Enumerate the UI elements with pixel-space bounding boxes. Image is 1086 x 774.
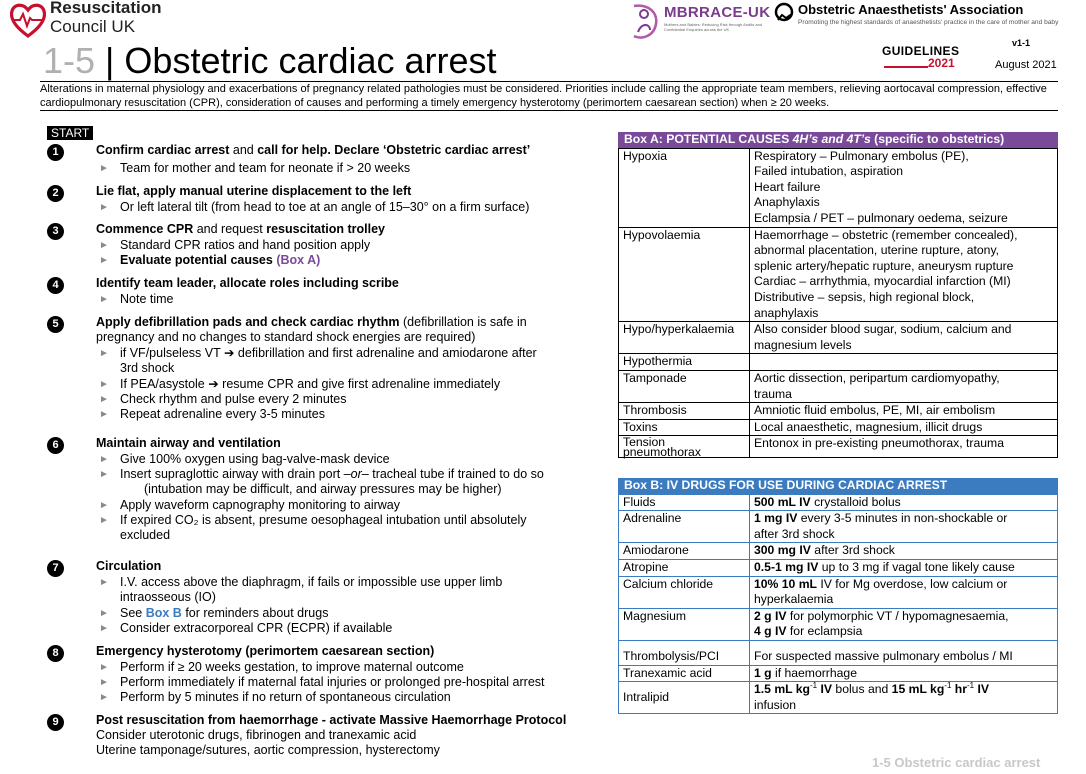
step-bullet: ► Note time: [99, 292, 174, 306]
mbrrace-name: MBRRACE-UK: [664, 4, 771, 21]
mbrrace-tagline: Mothers and Babies: Reducing Risk through Audits and Confidential Enquiries across the UK: [664, 22, 763, 32]
cause-name: Tamponade: [619, 370, 750, 402]
bullet-arrow-icon: ►: [99, 255, 109, 266]
box-a-header: Box A: POTENTIAL CAUSES 4H’s and 4T’s (specific to obstetrics): [618, 132, 1058, 148]
drug-dose: 1 mg IV every 3-5 minutes in non-shockable or after 3rd shock: [750, 511, 1058, 543]
bullet-arrow-icon: ►: [99, 409, 109, 420]
org-name-line1: Resuscitation: [50, 0, 162, 17]
footer-label: 1-5 Obstetric cardiac arrest: [872, 755, 1041, 770]
step-bullet: ► If PEA/asystole ➔ resume CPR and give first adrenaline immediately: [99, 377, 501, 391]
bullet-arrow-icon: ►: [99, 608, 109, 619]
drug-dose: 1.5 mL $kg^{-1}$ IV bolus and 15 mL $kg^{-1}$ $hr^{-1}$ IV infusion: [750, 682, 1058, 714]
step-number: 6: [47, 437, 64, 454]
step-bullet: ► if VF/pulseless VT ➔ defibrillation and first adrenaline and amiodarone after 3rd shock: [99, 346, 537, 376]
step-bullet: ► Give 100% oxygen using bag-valve-mask device: [99, 452, 390, 466]
step-heading: Post resuscitation from haemorrhage - activate Massive Haemorrhage Protocol: [96, 713, 567, 727]
bullet-arrow-icon: ►: [99, 240, 109, 251]
version-label: v1-1: [1012, 38, 1031, 48]
bullet-arrow-icon: ►: [99, 500, 109, 511]
start-label: START: [47, 126, 93, 140]
box-b-header: Box B: IV DRUGS FOR USE DURING CARDIAC ARREST: [618, 478, 1058, 494]
step-bullet: ► Standard CPR ratios and hand position apply: [99, 238, 371, 252]
title-text: Obstetric cardiac arrest: [124, 40, 497, 81]
drug-dose: 0.5-1 mg IV up to 3 mg if vagal tone likely cause: [750, 559, 1058, 576]
box-a-row: [619, 148, 1058, 227]
cause-details: Amniotic fluid embolus, PE, MI, air embolism: [750, 403, 1058, 420]
bullet-arrow-icon: ►: [99, 163, 109, 174]
bullet-arrow-icon: ►: [99, 469, 109, 480]
step-number: 3: [47, 223, 64, 240]
mbrrace-logo-icon: [628, 2, 662, 42]
box-b-table: [618, 494, 1058, 715]
step-heading: Identify team leader, allocate roles including scribe: [96, 276, 399, 290]
cause-name: Hypovolaemia: [619, 227, 750, 322]
divider-top: [40, 81, 1058, 82]
drug-name: Adrenaline: [619, 511, 750, 543]
bullet-arrow-icon: ►: [99, 623, 109, 634]
oaa-name: Obstetric Anaesthetists' Association: [798, 2, 1024, 17]
drug-name: Thrombolysis/PCI: [619, 640, 750, 665]
box-a-row: [619, 227, 1058, 322]
drug-dose: 2 g IV for polymorphic VT / hypomagnesaemia, 4 g IV for eclampsia: [750, 608, 1058, 640]
bullet-arrow-icon: ►: [99, 202, 109, 213]
drug-dose: 500 mL IV crystalloid bolus: [750, 494, 1058, 511]
step-number: 9: [47, 714, 64, 731]
step-heading: Lie flat, apply manual uterine displacement to the left: [96, 184, 412, 198]
cause-name: Toxins: [619, 419, 750, 436]
step-bullet: ► Or left lateral tilt (from head to toe at an angle of 15–30° on a firm surface): [99, 200, 530, 214]
oaa-logo-icon: [774, 2, 796, 24]
cause-details: [750, 354, 1058, 371]
step-heading: Maintain airway and ventilation: [96, 436, 281, 450]
box-b-reference: Box B: [145, 606, 182, 620]
drug-name: Calcium chloride: [619, 576, 750, 608]
box-b-row: [619, 543, 1058, 560]
step-bullet: ► Consider extracorporeal CPR (ECPR) if available: [99, 621, 393, 635]
box-a-row: [619, 419, 1058, 436]
step-bullet: ► If expired CO₂ is absent, presume oesophageal intubation until absolutely excluded: [99, 513, 527, 543]
step-heading: Circulation: [96, 559, 162, 573]
drug-name: Amiodarone: [619, 543, 750, 560]
step-heading: Commence CPR and request resuscitation trolley: [96, 222, 386, 236]
step-number: 2: [47, 185, 64, 202]
step-number: 4: [47, 277, 64, 294]
box-a-row: [619, 403, 1058, 420]
heart-logo-icon: [8, 0, 48, 40]
oaa-tagline: Promoting the highest standards of anaesthetists' practice in the care of mother and baby: [798, 19, 1059, 26]
org-name: [50, 0, 161, 36]
bullet-arrow-icon: ►: [99, 692, 109, 703]
step-number: 1: [47, 144, 64, 161]
bullet-arrow-icon: ►: [99, 454, 109, 465]
step-bullet: ► Perform if ≥ 20 weeks gestation, to improve maternal outcome: [99, 660, 464, 674]
step-bullet: ► Evaluate potential causes (Box A): [99, 253, 321, 267]
cause-name: Tension pneumothorax: [619, 436, 750, 458]
step-bullet: ► I.V. access above the diaphragm, if fails or impossible use upper limb intraosseous (IO): [99, 575, 503, 605]
drug-name: Magnesium: [619, 608, 750, 640]
box-b-row: [619, 576, 1058, 608]
step-bullet: ► Apply waveform capnography monitoring to airway: [99, 498, 400, 512]
drug-name: Tranexamic acid: [619, 665, 750, 682]
cause-details: Aortic dissection, peripartum cardiomyopathy, trauma: [750, 370, 1058, 402]
step-bullet: ► Repeat adrenaline every 3-5 minutes: [99, 407, 325, 421]
box-b-row: [619, 682, 1058, 714]
step-number: 7: [47, 560, 64, 577]
step-line: Uterine tamponage/sutures, aortic compression, hysterectomy: [96, 743, 440, 757]
step-heading: Confirm cardiac arrest and call for help. Declare ‘Obstetric cardiac arrest’: [96, 143, 531, 157]
box-a-row: [619, 354, 1058, 371]
cause-details: Entonox in pre-existing pneumothorax, trauma: [750, 436, 1058, 458]
box-a-potential-causes: [618, 132, 1058, 458]
drug-dose: 10% 10 mL IV for Mg overdose, low calcium or hyperkalaemia: [750, 576, 1058, 608]
intro-text: Alterations in maternal physiology and exacerbations of pregnancy related pathologies must be considered. Priorities include calling the appropriate team members, relieving aortocaval compression, effective cardiopulmonary resuscitation (CPR), consideration of causes and performing a timely emergency hysterotomy (perimortem caesarean section) when ≥ 20 weeks.: [40, 83, 1047, 109]
date-label: August 2021: [995, 59, 1057, 71]
step-bullet: ► Perform immediately if maternal fatal injuries or prolonged pre-hospital arrest: [99, 675, 545, 689]
cause-name: Thrombosis: [619, 403, 750, 420]
box-a-row: [619, 322, 1058, 354]
cause-details: Haemorrhage – obstetric (remember concealed), abnormal placentation, uterine rupture, atony, splenic artery/hepatic rupture, aneurysm rupture Cardiac – arrhythmia, myocardial infarction (MI) Distributive – sepsis, high regional block, anaphylaxis: [750, 227, 1058, 322]
bullet-arrow-icon: ►: [99, 577, 109, 588]
box-a-table: [618, 148, 1058, 459]
drug-name: Fluids: [619, 494, 750, 511]
bullet-arrow-icon: ►: [99, 294, 109, 305]
bullet-arrow-icon: ►: [99, 662, 109, 673]
box-a-reference: (Box A): [276, 253, 321, 267]
org-name-line2: Council UK: [50, 17, 136, 36]
step-line: Consider uterotonic drugs, fibrinogen and tranexamic acid: [96, 728, 417, 742]
step-number: 5: [47, 316, 64, 333]
drug-dose: 1 g if haemorrhage: [750, 665, 1058, 682]
box-b-row: [619, 511, 1058, 543]
bullet-arrow-icon: ►: [99, 515, 109, 526]
cause-details: Also consider blood sugar, sodium, calcium and magnesium levels: [750, 322, 1058, 354]
drug-name: Intralipid: [619, 682, 750, 714]
box-a-row: [619, 370, 1058, 402]
cause-details: Local anaesthetic, magnesium, illicit drugs: [750, 419, 1058, 436]
step-heading: Emergency hysterotomy (perimortem caesarean section): [96, 644, 435, 658]
guidelines-year: 2021: [928, 56, 955, 70]
guidelines-label: GUIDELINES: [882, 44, 960, 58]
title-separator: |: [105, 40, 115, 81]
box-b-row: [619, 559, 1058, 576]
step-heading: Apply defibrillation pads and check cardiac rhythm (defibrillation is safe in pregnancy and no changes to standard shock energies are required): [96, 315, 527, 345]
page-title: [43, 40, 497, 82]
box-b-row: [619, 665, 1058, 682]
box-b-row: [619, 608, 1058, 640]
cause-name: Hypothermia: [619, 354, 750, 371]
step-bullet: ► Team for mother and team for neonate if > 20 weeks: [99, 161, 411, 175]
box-b-row: [619, 640, 1058, 665]
box-b-row: [619, 494, 1058, 511]
cause-details: Respiratory – Pulmonary embolus (PE), Failed intubation, aspiration Heart failure Anaphylaxis Eclampsia / PET – pulmonary oedema, seizure: [750, 148, 1058, 227]
step-bullet: ► See Box B for reminders about drugs: [99, 606, 329, 620]
title-number: 1-5: [43, 40, 96, 81]
bullet-arrow-icon: ►: [99, 379, 109, 390]
box-a-row: [619, 436, 1058, 458]
drug-dose: For suspected massive pulmonary embolus / MI: [750, 640, 1058, 665]
drug-name: Atropine: [619, 559, 750, 576]
bullet-arrow-icon: ►: [99, 677, 109, 688]
divider-bottom: [40, 110, 1058, 111]
step-number: 8: [47, 645, 64, 662]
bullet-arrow-icon: ►: [99, 348, 109, 359]
step-bullet: ► Check rhythm and pulse every 2 minutes: [99, 392, 347, 406]
step-bullet: ► Perform by 5 minutes if no return of spontaneous circulation: [99, 690, 451, 704]
drug-dose: 300 mg IV after 3rd shock: [750, 543, 1058, 560]
cause-name: Hypo/hyperkalaemia: [619, 322, 750, 354]
guidelines-underline: [884, 66, 928, 68]
bullet-arrow-icon: ►: [99, 394, 109, 405]
cause-name: Hypoxia: [619, 148, 750, 227]
step-bullet: ► Insert supraglottic airway with drain port –or– tracheal tube if trained to do so (intubation may be difficult, and airway pressures may be higher): [99, 467, 544, 497]
box-b-iv-drugs: [618, 478, 1058, 714]
